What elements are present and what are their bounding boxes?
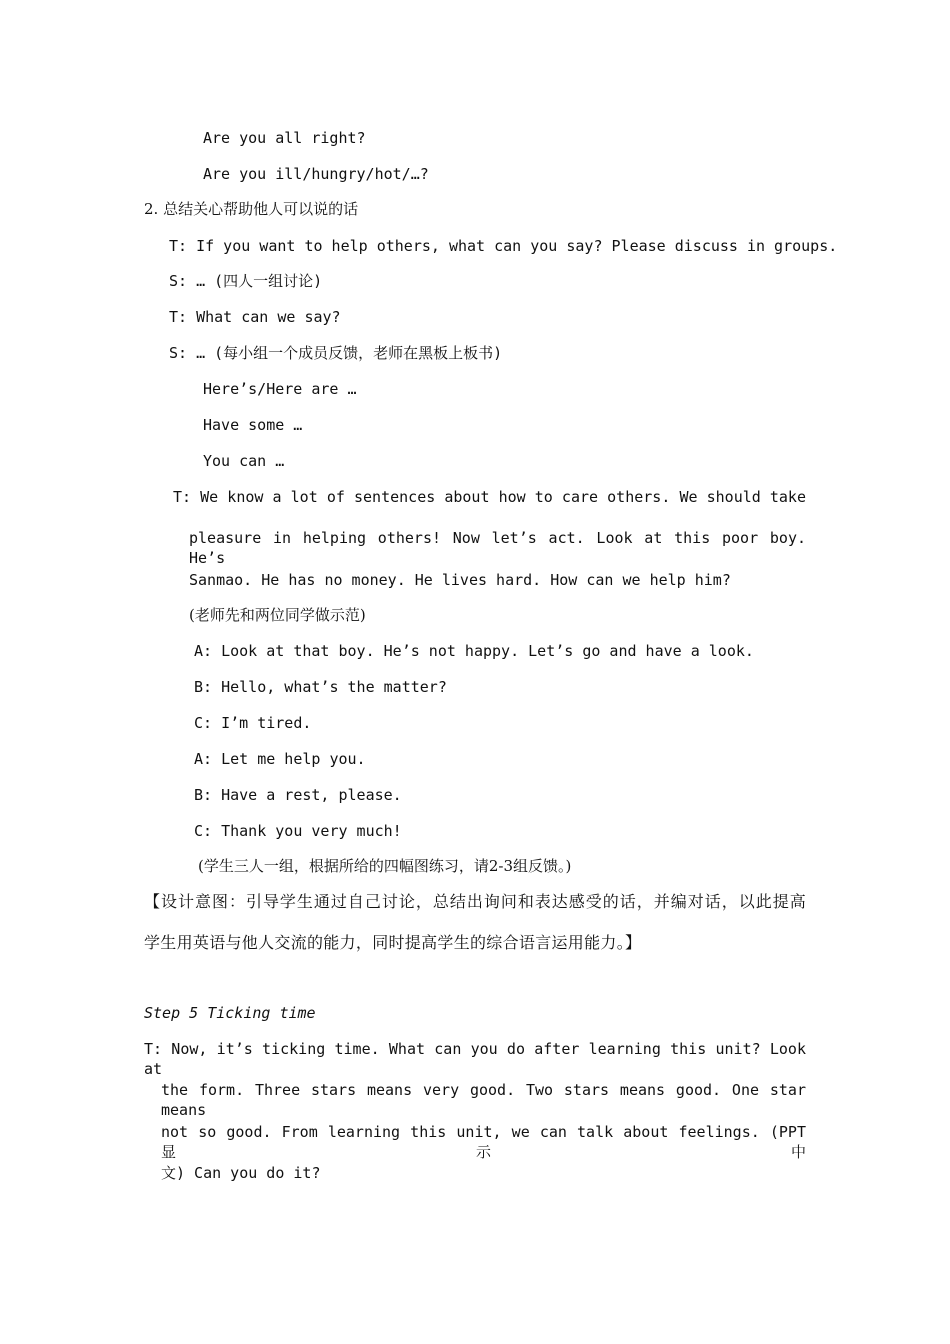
dialogue-line: C: I’m tired.: [194, 714, 312, 732]
teacher-line: T: What can we say?: [169, 308, 341, 326]
teacher-paragraph-line: T: Now, it’s ticking time. What can you do after learning this unit? Look at: [144, 1040, 806, 1078]
phrase-line: Have some …: [203, 416, 303, 434]
design-intent-line: 【设计意图：引导学生通过自己讨论，总结出询问和表达感受的话，并编对话，以此提高: [144, 892, 806, 911]
note-line: (学生三人一组，根据所给的四幅图练习，请2-3组反馈。): [198, 857, 572, 875]
teacher-paragraph-line: Sanmao. He has no money. He lives hard. How can we help him?: [189, 571, 731, 589]
teacher-line: T: If you want to help others, what can you say? Please discuss in groups.: [169, 237, 838, 255]
design-intent-line: 学生用英语与他人交流的能力，同时提高学生的综合语言运用能力。】: [144, 933, 642, 952]
dialogue-line: B: Have a rest, please.: [194, 786, 402, 804]
teacher-paragraph-line: 文) Can you do it?: [161, 1164, 321, 1182]
teacher-paragraph-line: the form. Three stars means very good. Two stars means good. One star means: [161, 1081, 806, 1119]
dialogue-line: A: Let me help you.: [194, 750, 366, 768]
section-heading: 2. 总结关心帮助他人可以说的话: [144, 200, 359, 218]
student-line: S: … (四人一组讨论): [169, 272, 323, 290]
student-line: S: … (每小组一个成员反馈，老师在黑板上板书): [169, 344, 503, 362]
step-heading: Step 5 Ticking time: [144, 1004, 316, 1022]
phrase-line: You can …: [203, 452, 285, 470]
dialogue-line: A: Look at that boy. He’s not happy. Let’s go and have a look.: [194, 642, 754, 660]
phrase-line: Here’s/Here are …: [203, 380, 357, 398]
dialogue-line: B: Hello, what’s the matter?: [194, 678, 447, 696]
note-line: (老师先和两位同学做示范): [189, 606, 366, 624]
teacher-paragraph-line: not so good. From learning this unit, we can talk about feelings. (PPT显示中: [161, 1123, 806, 1161]
teacher-paragraph-line: T: We know a lot of sentences about how to care others. We should take: [173, 488, 806, 506]
dialogue-line: C: Thank you very much!: [194, 822, 402, 840]
teacher-paragraph-line: pleasure in helping others! Now let’s act. Look at this poor boy. He’s: [189, 529, 806, 567]
dialogue-line: Are you all right?: [203, 129, 366, 147]
dialogue-line: Are you ill/hungry/hot/…?: [203, 165, 429, 183]
